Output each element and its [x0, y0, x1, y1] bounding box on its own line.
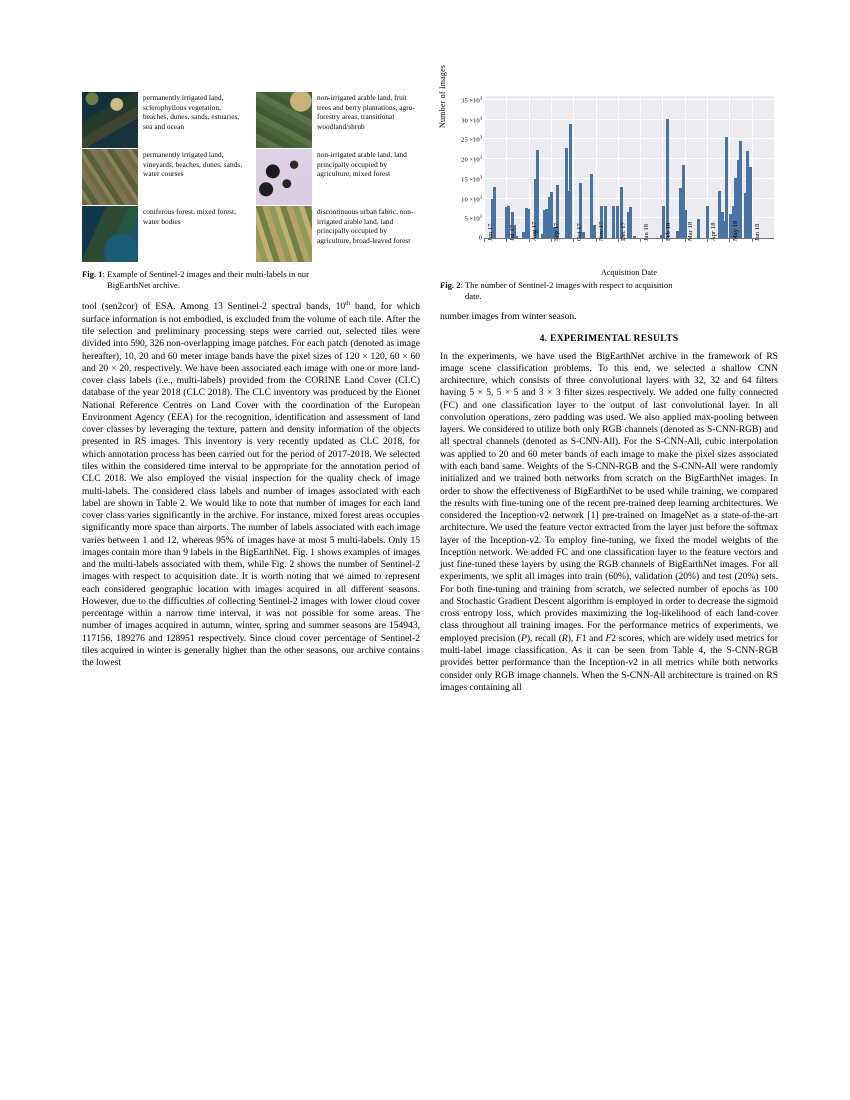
chart-x-tick-mark: [618, 239, 619, 242]
chart-x-tick-mark: [685, 239, 686, 242]
right-lead-text: number images from winter season.: [440, 311, 577, 323]
figure-2-caption-line2: date.: [465, 291, 482, 302]
bar-chart: [438, 64, 778, 277]
satellite-thumbnail-5: [256, 149, 312, 205]
chart-gridline-horizontal: [484, 138, 774, 139]
chart-bar: [706, 206, 709, 238]
thumbnail-label-4: non-irrigated arable land, fruit trees and berry plantations, agro-forestry areas, transitional woodland/shrub: [317, 93, 415, 132]
chart-y-tick-label: $35 \times 10^3$: [461, 95, 482, 105]
chart-y-tick-label: $10 \times 10^3$: [461, 193, 482, 204]
chart-y-tick-label: $30 \times 10^3$: [461, 115, 482, 125]
figure-2: [438, 64, 778, 302]
chart-bar: [725, 137, 728, 238]
satellite-thumbnail-2: [82, 149, 138, 205]
chart-plot-area: [484, 96, 774, 238]
figure-1-item: [256, 149, 420, 205]
chart-x-tick-label: Feb 18: [664, 222, 672, 241]
chart-y-tick-label: $20 \times 10^3$: [461, 154, 482, 164]
figure-1-item: [82, 149, 246, 205]
figure-2-caption-label: Fig. 2: [440, 280, 461, 290]
chart-gridline-vertical: [573, 96, 574, 238]
chart-gridline-horizontal: [484, 99, 774, 100]
figure-2-caption: [440, 280, 778, 302]
figure-1-item: [82, 206, 246, 262]
chart-gridline-vertical: [596, 96, 597, 238]
chart-bar: [527, 209, 530, 238]
chart-bar: [749, 167, 752, 238]
figure-1-caption-label: Fig. 1: [82, 269, 103, 279]
chart-y-tick-label: $5 \times 10^3$: [464, 213, 482, 223]
chart-x-tick-label: Dec 17: [620, 222, 628, 241]
satellite-thumbnail-6: [256, 206, 312, 262]
section-heading-experimental-results: 4. EXPERIMENTAL RESULTS: [539, 332, 679, 344]
chart-y-tick-label: $25 \times 10^3$: [461, 134, 482, 144]
figure-1-left-half: [82, 92, 246, 263]
chart-x-tick-label: Sep 17: [553, 222, 561, 241]
chart-bar: [739, 141, 742, 238]
chart-gridline-horizontal: [484, 119, 774, 120]
two-column-layout: [82, 64, 778, 694]
satellite-thumbnail-4: [256, 92, 312, 148]
left-column-body: [82, 300, 420, 669]
chart-x-tick-mark: [707, 239, 708, 242]
chart-bar: [616, 206, 619, 238]
chart-x-tick-mark: [596, 239, 597, 242]
chart-x-tick-mark: [640, 239, 641, 242]
figure-1-caption-line2: BigEarthNet archive.: [107, 280, 181, 291]
chart-gridline-vertical: [484, 96, 485, 238]
chart-x-tick-label: Aug 17: [531, 221, 539, 241]
left-column: [82, 92, 420, 694]
chart-y-ticks: [448, 92, 482, 242]
figure-1-right-half: [256, 92, 420, 263]
chart-x-tick-label: Jun 18: [754, 223, 762, 241]
thumbnail-label-5: non-irrigated arable land, land principally occupied by agriculture, mixed forest: [317, 150, 407, 179]
chart-x-tick-label: Jun 17: [486, 223, 494, 241]
chart-x-ticks: [484, 220, 774, 269]
chart-x-tick-label: Nov 17: [598, 221, 606, 241]
satellite-thumbnail-1: [82, 92, 138, 148]
thumbnail-label-6: discontinuous urban fabric, non-irrigated arable land, land principally occupied by agriculture, broad-leaved forest: [317, 207, 414, 246]
chart-bar: [612, 206, 615, 238]
chart-gridline-horizontal: [484, 178, 774, 179]
chart-gridline-horizontal: [484, 198, 774, 199]
chart-x-tick-mark: [662, 239, 663, 242]
chart-x-tick-label: Jan 18: [642, 223, 650, 241]
left-paragraph-1: tool (sen2cor) of ESA. Among 13 Sentinel-2 spectral bands, 10th band, for which surface information is not embodied, is excluded from the volume of each tile. After the tile selection and preliminary processing steps were carried out, selected tiles were divided into 590, 326 non-overlapping image patches. For each patch (denoted as image hereafter), 10, 20 and 60 meter image bands have the pixel sizes of 120 × 120, 60 × 60 and 20 × 20, respectively. We have been associated each image with one or more land-cover class labels (i.e., multi-labels) provided from the CORINE Land Cover (CLC) database of the year 2018 (CLC 2018). The CLC inventory was produced by the Eionet National Reference Centres on Land Cover with the coordination of the European Environment Agency (EEA) for the recognition, identification and assessment of land cover classes by leveraging the texture, pattern and density information of the objects presented in RS images. This inventory is very recently updated as CLC 2018, for which annotation process has been carried out for the period of 2017-2018. We selected tiles within the considered time interval to be appropriate for the annotation period of CLC 2018. We also employed the visual inspection for the quality check of image multi-labels. The considered class labels and number of images associated with each label are shown in Table 2. We would like to note that number of images for each land cover class varies significantly in the archive. For instance, mixed forest areas occupies significantly more space than airports. The number of labels associated with each image varies between 1 and 12, whereas 95% of images have at most 5 multi-labels. Only 15 images contain more than 9 labels in the BigEarthNet. Fig. 1 shows examples of images and the multi-labels associated with them, while Fig. 2 shows the number of Sentinel-2 images with respect to acquisition date. It is worth noting that we aimed to represent each considered geographic location with images acquired in all different seasons. However, due to the difficulties of collecting Sentinel-2 images with lower cloud cover percentage within a narrow time interval, it was not possible for some areas. The number of images acquired in autumn, winter, spring and summer seasons are 154943, 117156, 189276 and 128951 respectively. Since cloud cover percentage of Sentinel-2 tiles acquired in winter is generally higher than the other seasons, our archive contains the lowest: [82, 300, 420, 669]
chart-bar: [666, 119, 669, 238]
chart-bar: [697, 219, 700, 238]
thumbnail-label-1: permanently irrigated land, sclerophyllous vegetation, beaches, dunes, sands, estuaries, sea and ocean: [143, 93, 240, 132]
chart-x-tick-mark: [529, 239, 530, 242]
thumbnail-label-3: coniferous forest, mixed forest, water bodies: [143, 207, 236, 226]
figure-1-item: [256, 92, 420, 148]
chart-x-tick-mark: [484, 239, 485, 242]
chart-x-axis-label: Acquisition Date: [600, 268, 658, 277]
right-paragraph-1: In the experiments, we have used the BigEarthNet archive in the framework of RS image scene classification problems. To this end, we selected a shallow CNN architecture, which consists of three convolutional layers with 32, 32 and 64 filters having 5 × 5, 5 × 5 and 3 × 3 filter sizes respectively. We added one fully connected (FC) and one classification layer to the output of last convolutional layer. In all convolution operations, zero padding was used. We also applied max-pooling between layers. We considered to utilize both only RGB channels (denoted as S-CNN-RGB) and all spectral channels (denoted as S-CNN-All). For the S-CNN-All, cubic interpolation was applied to 20 and 60 meter bands of each image to make the pixel sizes associated with each band same. Weights of the S-CNN-RGB and the S-CNN-All were randomly initialized and we trained both networks from scratch on the BigEarthNet images. In order to show the effectiveness of BigEarthNet to be used while training, we compared the results with fine-tuning one of the recent pre-trained deep learning architectures. We considered the Inception-v2 network [1] pre-trained on ImageNet as a state-of-the-art architecture. We used the feature vector extracted from the layer just before the softmax layer of the Inception-v2. To employ fine-tuning, we fixed the model weights of the Inception network. We added FC and one classification layer to the feature vectors and just fine-tuned these layers by using the RGB channels of BigEarthNet images. For all experiments, we split all images into train (60%), validation (20%) and test (20%) sets. For both fine-tuning and training from scratch, we selected number of epochs as 100 and Stochastic Gradient Descent algorithm is employed in order to decrease the sigmoid cross entropy loss, which provides maximizing the log-likelihood of each land-cover class throughout all training images. For the performance metrics of experiments, we employed precision (P), recall (R), F1 and F2 scores, which are widely used metrics for multi-label image classification. As it can be seen from Table 4, the S-CNN-RGB provides better performance than the Inception-v2 in all metrics while both networks consider only RGB image channels. When the S-CNN-All architecture is trained on RS images containing all: [440, 350, 778, 693]
chart-y-axis-label: Number of Images: [438, 64, 447, 128]
chart-x-tick-label: Oct 17: [575, 223, 583, 241]
figure-1-item: [82, 92, 246, 148]
chart-bar: [593, 225, 596, 238]
chart-x-tick-label: Apr 18: [709, 222, 717, 241]
satellite-thumbnail-3: [82, 206, 138, 262]
chart-x-tick-label: May 18: [731, 220, 739, 241]
figure-2-caption-text: : The number of Sentinel-2 images with respect to acquisition: [460, 280, 673, 290]
chart-x-tick-mark: [729, 239, 730, 242]
chart-bar: [569, 124, 572, 238]
chart-x-tick-label: Jul 17: [508, 224, 516, 241]
thumbnail-label-2: permanently irrigated land, vineyards, beaches, dunes, sands, water courses: [143, 150, 243, 179]
chart-gridline-vertical: [640, 96, 641, 238]
right-column: [438, 64, 778, 694]
chart-y-tick-label: $15 \times 10^3$: [461, 174, 482, 184]
chart-x-tick-mark: [573, 239, 574, 242]
figure-1-caption-text: : Example of Sentinel-2 images and their multi-labels in our: [102, 269, 309, 279]
chart-x-tick-mark: [551, 239, 552, 242]
chart-bar: [629, 207, 632, 238]
chart-x-tick-mark: [752, 239, 753, 242]
figure-1-caption: [82, 269, 420, 291]
figure-1-item: [256, 206, 420, 262]
chart-y-tick-label: 0: [478, 234, 482, 242]
figure-1: [82, 92, 420, 291]
chart-x-tick-label: Mar 18: [687, 221, 695, 241]
chart-gridline-horizontal: [484, 158, 774, 159]
chart-x-tick-mark: [506, 239, 507, 242]
right-column-body: [440, 311, 778, 694]
